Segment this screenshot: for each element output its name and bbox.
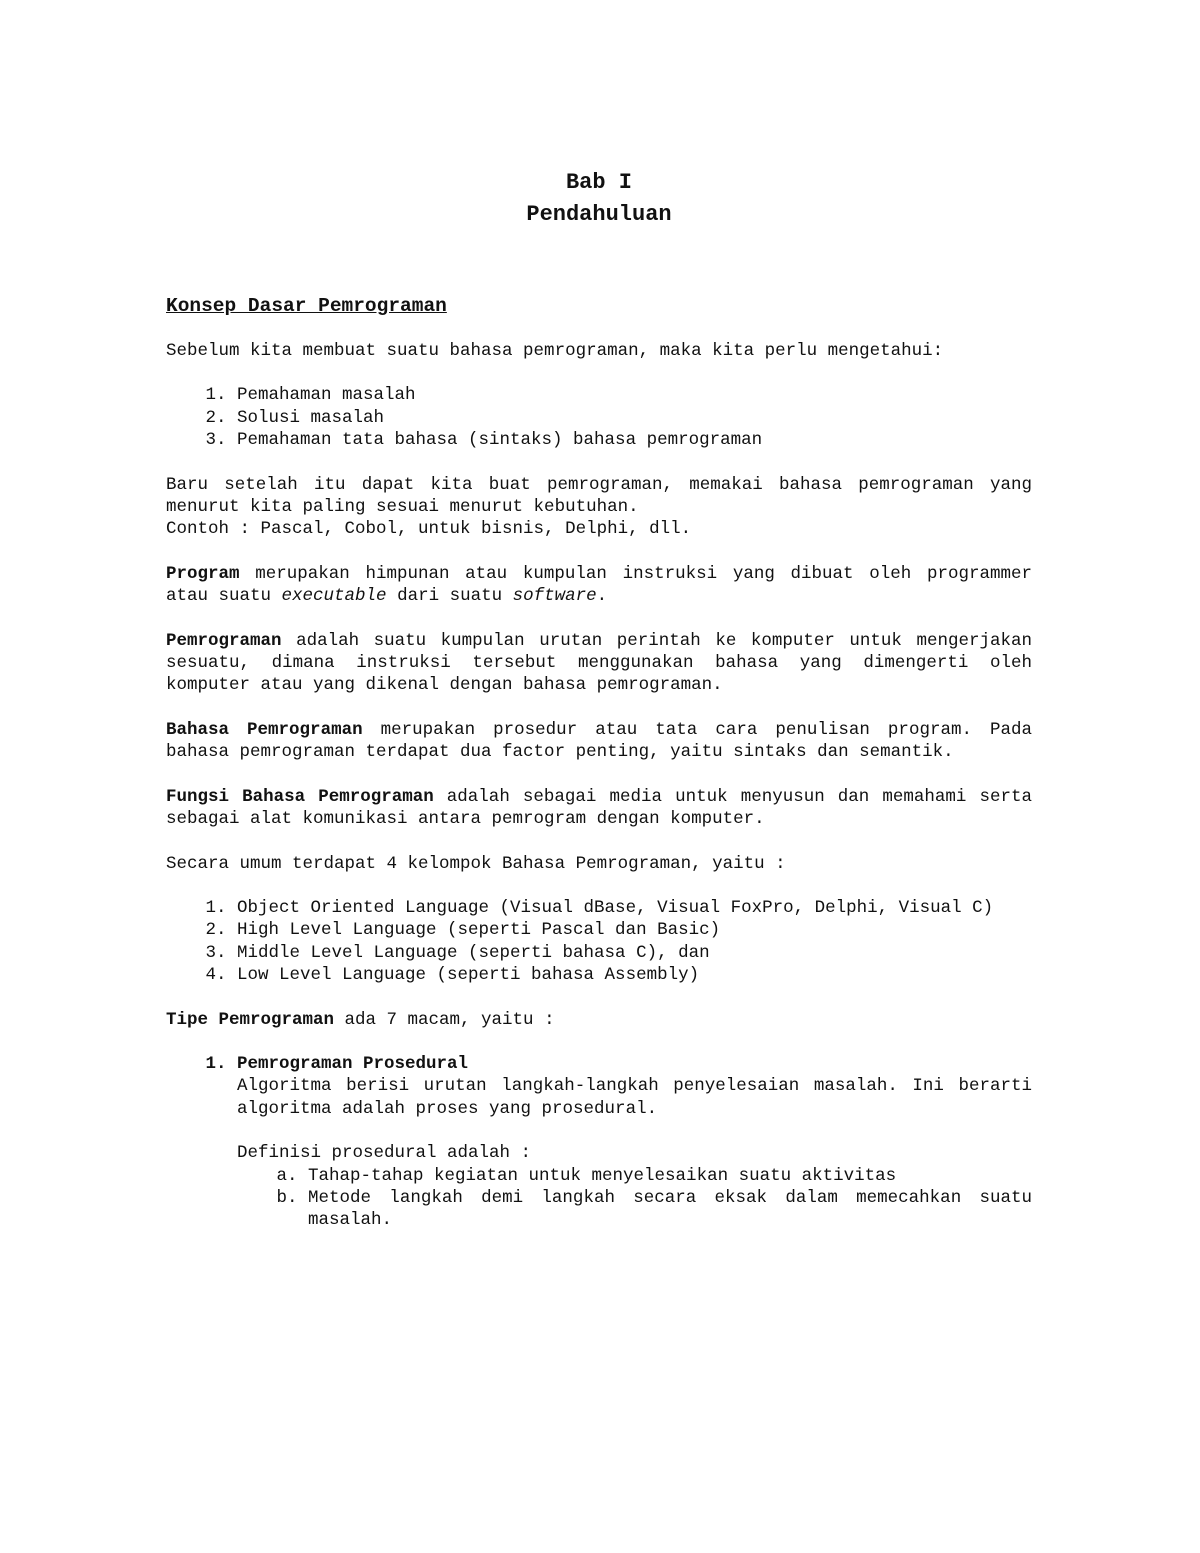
list-item: 2. High Level Language (seperti Pascal dan Basic) <box>237 919 1032 941</box>
type-title: Pemrograman Prosedural <box>237 1053 469 1074</box>
chapter-number: Bab I <box>565 170 632 195</box>
prerequisite-list <box>166 384 1032 451</box>
after-paragraph: Baru setelah itu dapat kita buat pemrograman, memakai bahasa pemrograman yang menurut kita paling sesuai menurut kebutuhan. <box>166 474 1032 518</box>
program-definition <box>166 563 1032 608</box>
definition-text: dari suatu <box>386 586 513 607</box>
section-heading: Konsep Dasar Pemrograman <box>166 295 447 317</box>
italic-term: executable <box>281 586 387 607</box>
chapter-title: Pendahuluan <box>526 202 672 227</box>
definition-text: adalah sebagai media untuk menyusun dan memahami serta sebagai alat komunikasi antara pemrogram dengan komputer. <box>166 786 1032 830</box>
programming-type-list <box>166 1053 1032 1232</box>
term-program: Program <box>166 563 240 584</box>
term-pemrograman: Pemrograman <box>166 630 282 651</box>
definition-text: adalah suatu kumpulan urutan perintah ke komputer untuk mengerjakan sesuatu, dimana instruksi tersebut menggunakan bahasa yang dimengerti oleh komputer atau yang dikenal dengan bahasa pemrograman. <box>166 630 1032 696</box>
sublist-item: b. Metode langkah demi langkah secara eksak dalam memecahkan suatu masalah. <box>308 1187 1032 1232</box>
definition-text: merupakan himpunan atau kumpulan instruksi yang dibuat oleh programmer atau suatu <box>166 563 1032 607</box>
term-tipe: Tipe Pemrograman <box>166 1009 335 1030</box>
definition-label: Definisi prosedural adalah : <box>237 1143 532 1164</box>
definition-text: ada 7 macam, yaitu : <box>334 1009 555 1030</box>
definition-text: merupakan prosedur atau tata cara penulisan program. Pada bahasa pemrograman terdapat dua factor penting, yaitu sintaks dan semantik. <box>166 719 1032 763</box>
list-item <box>237 1053 1032 1232</box>
kelompok-intro: Secara umum terdapat 4 kelompok Bahasa Pemrograman, yaitu : <box>166 853 786 874</box>
example-line: Contoh : Pascal, Cobol, untuk bisnis, Delphi, dll. <box>166 519 692 540</box>
definition-text: . <box>596 586 608 607</box>
list-item: 4. Low Level Language (seperti bahasa Assembly) <box>237 964 1032 986</box>
pemrograman-definition <box>166 630 1032 697</box>
tipe-intro <box>166 1009 1032 1031</box>
term-bahasa-pemrograman: Bahasa Pemrograman <box>166 719 363 740</box>
list-item: 2. Solusi masalah <box>237 407 1032 429</box>
list-item: 1. Object Oriented Language (Visual dBase, Visual FoxPro, Delphi, Visual C) <box>237 897 1032 919</box>
sublist-item: a. Tahap-tahap kegiatan untuk menyelesaikan suatu aktivitas <box>308 1165 1032 1187</box>
bahasa-definition <box>166 719 1032 764</box>
list-item: 1. Pemahaman masalah <box>237 384 1032 406</box>
fungsi-definition <box>166 786 1032 831</box>
list-item: 3. Pemahaman tata bahasa (sintaks) bahasa pemrograman <box>237 429 1032 451</box>
italic-term: software <box>512 586 597 607</box>
language-group-list <box>166 897 1032 987</box>
type-description: Algoritma berisi urutan langkah-langkah penyelesaian masalah. Ini berarti algoritma adalah proses yang prosedural. <box>237 1076 1032 1119</box>
document-body <box>166 167 1032 1232</box>
definition-sublist <box>237 1165 1032 1232</box>
intro-paragraph: Sebelum kita membuat suatu bahasa pemrograman, maka kita perlu mengetahui: <box>166 341 944 361</box>
term-fungsi: Fungsi Bahasa Pemrograman <box>166 786 434 807</box>
list-item: 3. Middle Level Language (seperti bahasa C), dan <box>237 942 1032 964</box>
